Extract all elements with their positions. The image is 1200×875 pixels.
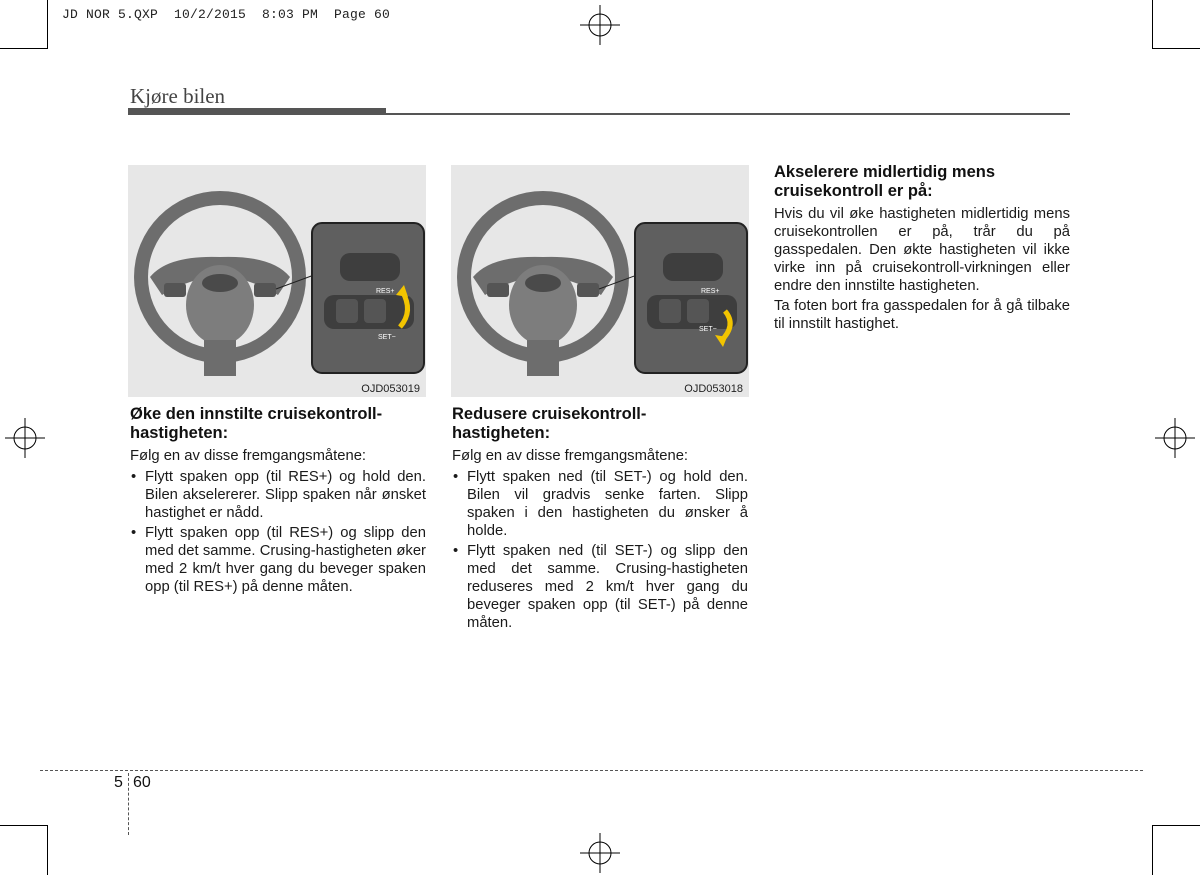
figure-steering-wheel-set	[451, 165, 749, 397]
list-item: • Flytt spaken opp (til RES+) og slipp den med det samme. Crusing-hastigheten øker med 2 km/t hver gang du beveger spaken opp (til RES+) på denne måten.	[131, 525, 426, 595]
heading-decrease-speed: Redusere cruisekontroll-hastigheten:	[452, 405, 647, 442]
crop-mark	[1152, 48, 1200, 49]
steering-wheel-illustration	[451, 165, 749, 397]
registration-mark-icon	[580, 5, 620, 45]
list-item: • Flytt spaken ned (til SET-) og hold den. Bilen vil gradvis senke farten. Slipp spaken i den hastigheten du ønsker å holde.	[453, 469, 748, 539]
footer-rule	[40, 770, 1143, 771]
registration-mark-icon	[5, 418, 45, 458]
list-item: • Flytt spaken ned (til SET-) og slipp den med det samme. Crusing-hastigheten reduseres med 2 km/t hver gang du beveger spaken opp (til SET-) på denne måten.	[453, 543, 748, 631]
crop-mark	[47, 825, 48, 875]
intro-text: Følg en av disse fremgangsmåtene:	[130, 448, 367, 464]
crop-mark	[1152, 825, 1200, 826]
registration-mark-icon	[580, 833, 620, 873]
res-callout-label: RES+	[701, 288, 720, 295]
paragraph: Hvis du vil øke hastigheten midlertidig mens cruisekontrollen er på, trår du på gasspedalen. Den økte hastigheten vil ikke virke inn på cruisekontroll-virkningen eller endre den innstilte hastigheten.	[774, 206, 1070, 294]
steering-wheel-illustration	[128, 165, 426, 397]
print-slug: JD NOR 5.QXP 10/2/2015 8:03 PM Page 60	[62, 7, 391, 22]
footer-divider	[128, 773, 129, 835]
res-callout-label: RES+	[376, 288, 395, 295]
list-item: • Flytt spaken opp (til RES+) og hold den. Bilen akselererer. Slipp spaken når ønsket hastighet er nådd.	[131, 469, 426, 521]
crop-mark	[1152, 825, 1153, 875]
header-rule-thick	[128, 108, 386, 115]
heading-temporary-acceleration: Akselerere midlertidig mens cruisekontroll er på:	[774, 163, 996, 200]
bullet-list	[452, 468, 748, 634]
bullet-list	[130, 468, 426, 598]
registration-mark-icon	[1155, 418, 1195, 458]
set-callout-label: SET−	[378, 334, 396, 341]
intro-text: Følg en av disse fremgangsmåtene:	[452, 448, 689, 464]
figure-code: OJD053019	[361, 383, 420, 395]
page-number: 60	[133, 774, 151, 791]
heading-increase-speed: Øke den innstilte cruisekontroll-hastigheten:	[130, 405, 383, 442]
crop-mark	[0, 48, 48, 49]
set-callout-label: SET−	[699, 326, 717, 333]
figure-code: OJD053018	[684, 383, 743, 395]
crop-mark	[1152, 0, 1153, 48]
figure-steering-wheel-res	[128, 165, 426, 397]
crop-mark	[47, 0, 48, 48]
section-title: Kjøre bilen	[130, 84, 226, 108]
header-rule-thin	[386, 113, 1070, 115]
paragraph: Ta foten bort fra gasspedalen for å gå tilbake til innstilt hastighet.	[774, 298, 1070, 332]
chapter-number: 5	[114, 774, 123, 791]
crop-mark	[0, 825, 48, 826]
